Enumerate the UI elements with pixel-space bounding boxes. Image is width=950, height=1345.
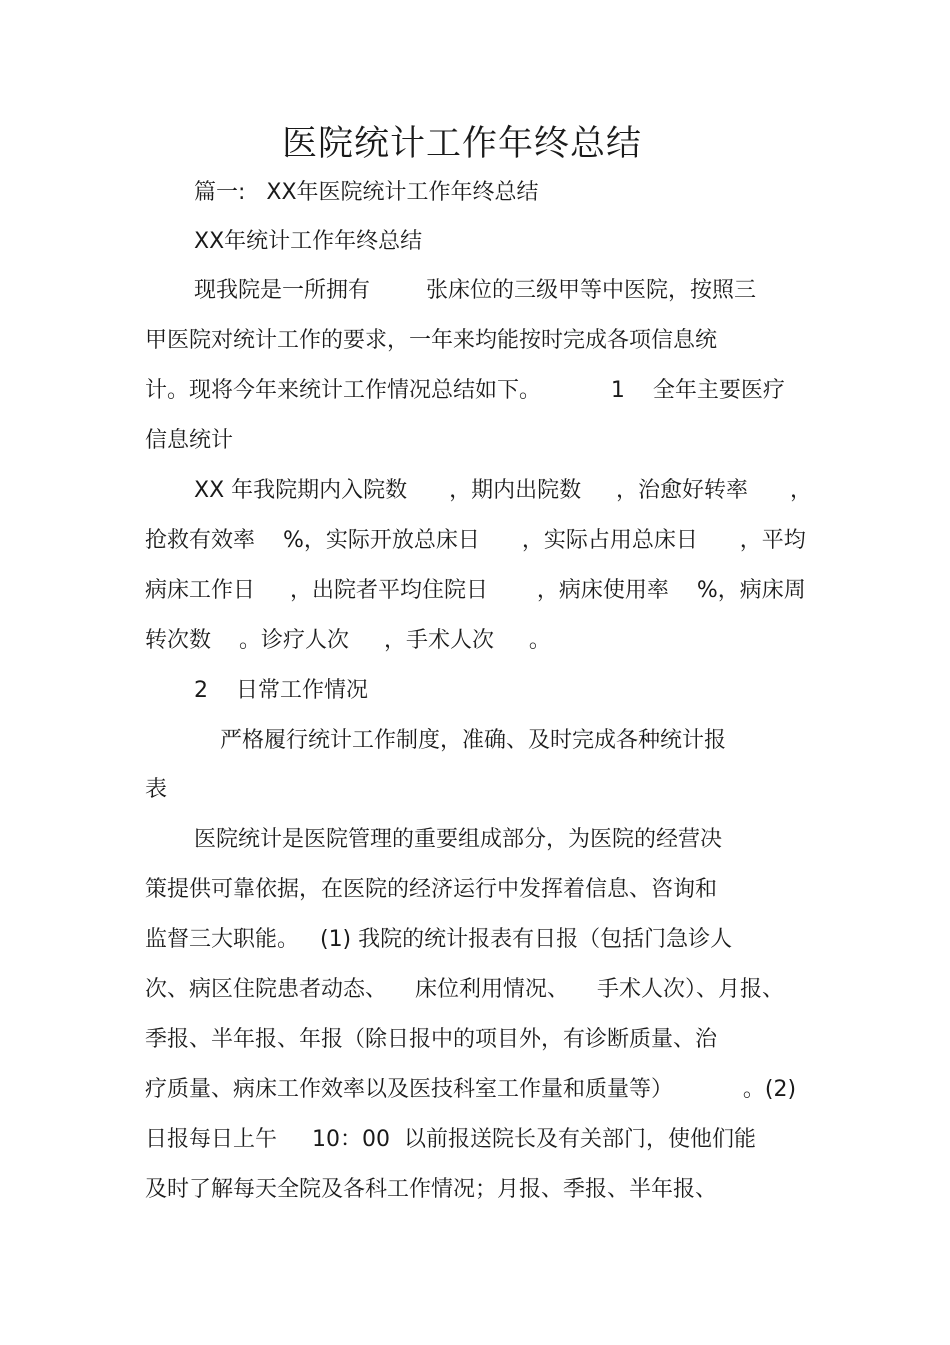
document-title: 医院统计工作年终总结 [281, 124, 642, 164]
paragraph-line: 疗质量、病床工作效率以及医技科室工作量和质量等） 。(2) [145, 1077, 797, 1102]
paragraph-line: 监督三大职能。 (1) 我院的统计报表有日报（包括门急诊人 [145, 927, 733, 952]
section-heading: 篇一: XX年医院统计工作年终总结 [194, 180, 539, 205]
paragraph-line: 现我院是一所拥有 张床位的三级甲等中医院，按照三 [194, 278, 756, 303]
paragraph-line: 策提供可靠依据，在医院的经济运行中发挥着信息、咨询和 [145, 877, 718, 902]
paragraph-line: 计。现将今年来统计工作情况总结如下。 1 全年主要医疗 [145, 378, 785, 403]
paragraph-line: 医院统计是医院管理的重要组成部分，为医院的经营决 [194, 827, 723, 852]
paragraph-line: 病床工作日 ，出院者平均住院日 ，病床使用率 %，病床周 [145, 578, 806, 603]
subheading: XX年统计工作年终总结 [194, 229, 423, 254]
paragraph-line: 转次数 。诊疗人次 ，手术人次 。 [145, 628, 551, 653]
paragraph-line: XX 年我院期内入院数 ，期内出院数 ，治愈好转率 ， [194, 478, 813, 503]
section-heading: 2 日常工作情况 [194, 678, 368, 703]
paragraph-line: 次、病区住院患者动态、 床位利用情况、 手术人次）、月报、 [145, 977, 784, 1002]
paragraph-line: 日报每日上午 10：00 以前报送院长及有关部门，使他们能 [145, 1127, 756, 1152]
paragraph-line: 及时了解每天全院及各科工作情况；月报、季报、半年报、 [145, 1177, 718, 1202]
paragraph-line: 表 [145, 777, 168, 802]
paragraph-line: 严格履行统计工作制度，准确、及时完成各种统计报 [220, 728, 727, 753]
paragraph-line: 抢救有效率 %，实际开放总床日 ，实际占用总床日 ，平均 [145, 528, 806, 553]
paragraph-line: 信息统计 [145, 428, 234, 453]
paragraph-line: 甲医院对统计工作的要求，一年来均能按时完成各项信息统 [145, 328, 718, 353]
paragraph-line: 季报、半年报、年报（除日报中的项目外，有诊断质量、治 [145, 1027, 718, 1052]
